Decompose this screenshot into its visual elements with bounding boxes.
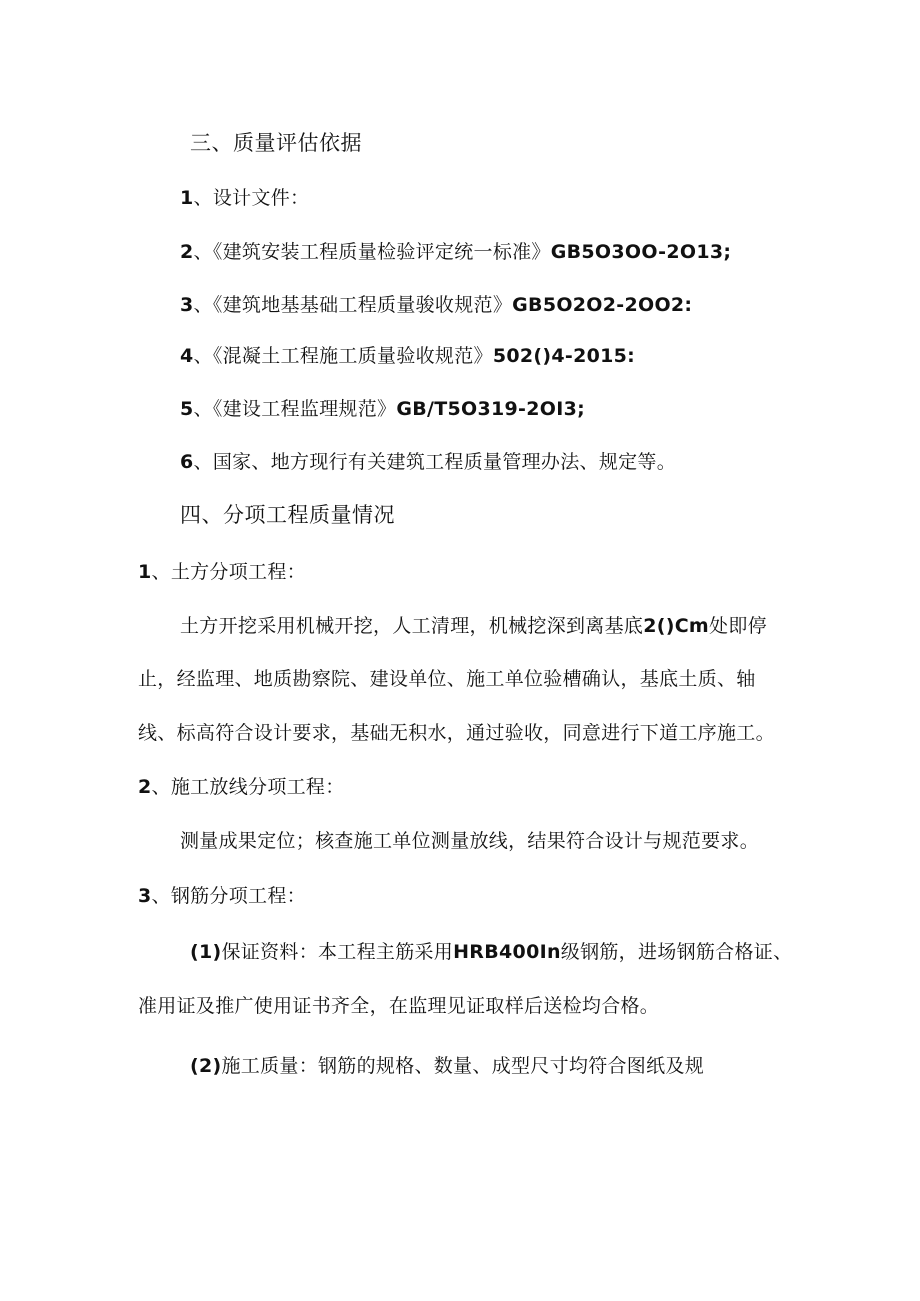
item-text: 、《建筑地基基础工程质量骏收规范》 — [193, 294, 513, 316]
subsection-1-title — [138, 560, 306, 584]
subsection-2-title — [138, 775, 345, 799]
item-text: 、《建设工程监理规范》 — [193, 398, 397, 420]
paragraph-line: 测量成果定位；核查施工单位测量放线，结果符合设计与规范要求。 — [180, 830, 760, 852]
item-number: 5 — [180, 398, 194, 420]
steel-grade: HRB400In — [453, 941, 561, 963]
text-run: 保证资料：本工程主筋采用 — [221, 941, 454, 963]
item-text: 、国家、地方现行有关建筑工程质量管理办法、规定等。 — [193, 451, 677, 473]
item-number: 3 — [180, 294, 194, 316]
standard-code: GB5O3OO-2O13; — [550, 241, 732, 263]
paragraph-line — [190, 1054, 704, 1078]
section-4-heading: 四、分项工程质量情况 — [180, 503, 395, 527]
text-run: 施工质量：钢筋的规格、数量、成型尺寸均符合图纸及规 — [221, 1055, 705, 1077]
item-number: 1 — [180, 187, 194, 209]
basis-item-3 — [180, 293, 692, 317]
text-run: 级钢筋，进场钢筋合格证、 — [560, 941, 793, 963]
paragraph-line: 止，经监理、地质勘察院、建设单位、施工单位验槽确认，基底土质、轴 — [138, 668, 756, 690]
subsection-number: 2 — [138, 776, 152, 798]
paragraph-line: 准用证及推广使用证书齐全，在监理见证取样后送检均合格。 — [138, 995, 660, 1017]
measure-value: 2()Cm — [643, 615, 710, 637]
basis-item-1 — [180, 186, 309, 210]
item-text: 、设计文件： — [193, 187, 310, 209]
standard-code: GB/T5O319-2OI3; — [396, 398, 585, 420]
standard-code: GB5O2O2-2OO2: — [512, 294, 693, 316]
item-number: 2 — [180, 241, 194, 263]
subsection-number: 3 — [138, 885, 152, 907]
item-number: 6 — [180, 451, 194, 473]
item-text: 、《混凝土工程施工质量验收规范》 — [193, 345, 493, 367]
standard-code: 502()4-2015: — [492, 345, 636, 367]
subsection-3-title — [138, 884, 306, 908]
text-run: 处即停 — [709, 615, 767, 637]
basis-item-4 — [180, 344, 635, 368]
text-run: 土方开挖采用机械开挖，人工清理，机械挖深到离基底 — [180, 615, 644, 637]
subsection-title: 、钢筋分项工程： — [151, 885, 306, 907]
basis-item-5 — [180, 397, 585, 421]
paragraph-line — [180, 614, 767, 638]
basis-item-2 — [180, 240, 731, 264]
item-number: (1) — [190, 941, 222, 963]
paragraph-line: 线、标高符合设计要求，基础无积水，通过验收，同意进行下道工序施工。 — [138, 722, 775, 744]
subsection-title: 、施工放线分项工程： — [151, 776, 345, 798]
paragraph-line — [190, 940, 792, 964]
item-text: 、《建筑安装工程质量检验评定统一标准》 — [193, 241, 551, 263]
item-number: 4 — [180, 345, 194, 367]
basis-item-6 — [180, 450, 676, 474]
section-3-heading: 三、质量评估依据 — [190, 131, 362, 155]
subsection-number: 1 — [138, 561, 152, 583]
item-number: (2) — [190, 1055, 222, 1077]
subsection-title: 、土方分项工程： — [151, 561, 306, 583]
